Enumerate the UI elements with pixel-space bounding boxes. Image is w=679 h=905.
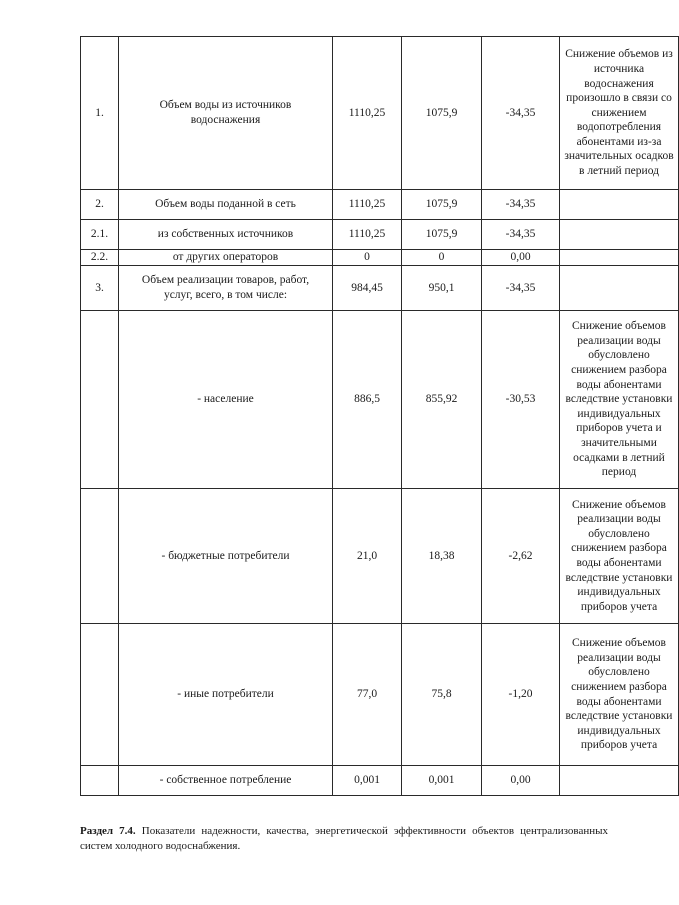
row-value-plan: 1110,25 <box>333 37 402 190</box>
row-note: Снижение объемов из источника водоснажения произошло в связи со снижением водопотребления абонентами из-за значительных осадков в летний период <box>560 37 679 190</box>
row-number: 2.1. <box>81 220 119 250</box>
row-note <box>560 220 679 250</box>
row-note: Снижение объемов реализации воды обусловлено снижением разбора воды абонентами вследствие установки индивидуальных приборов учета <box>560 624 679 766</box>
row-value-plan: 886,5 <box>333 311 402 489</box>
row-value-fact: 1075,9 <box>402 220 482 250</box>
section-heading <box>80 824 608 853</box>
row-value-fact: 0,001 <box>402 766 482 796</box>
section-number: Раздел 7.4. <box>80 825 136 837</box>
table-row <box>81 190 679 220</box>
row-note <box>560 266 679 311</box>
row-indicator: - собственное потребление <box>119 766 333 796</box>
row-note <box>560 250 679 266</box>
row-number <box>81 766 119 796</box>
table-row <box>81 37 679 190</box>
row-value-fact: 1075,9 <box>402 190 482 220</box>
row-value-plan: 1110,25 <box>333 190 402 220</box>
row-value-plan: 21,0 <box>333 489 402 624</box>
water-volume-table <box>80 36 679 796</box>
row-number: 2. <box>81 190 119 220</box>
row-indicator: из собственных источников <box>119 220 333 250</box>
row-number <box>81 624 119 766</box>
row-number: 2.2. <box>81 250 119 266</box>
row-number: 3. <box>81 266 119 311</box>
row-indicator: - население <box>119 311 333 489</box>
row-indicator: от других операторов <box>119 250 333 266</box>
row-value-fact: 0 <box>402 250 482 266</box>
table-row <box>81 311 679 489</box>
row-value-fact: 950,1 <box>402 266 482 311</box>
table-row <box>81 266 679 311</box>
row-indicator: Объем реализации товаров, работ, услуг, всего, в том числе: <box>119 266 333 311</box>
table-row <box>81 489 679 624</box>
row-deviation: -2,62 <box>482 489 560 624</box>
row-indicator: - иные потребители <box>119 624 333 766</box>
row-value-plan: 1110,25 <box>333 220 402 250</box>
table-row <box>81 220 679 250</box>
row-value-fact: 855,92 <box>402 311 482 489</box>
row-number: 1. <box>81 37 119 190</box>
section-title: Показатели надежности, качества, энергетической эффективности объектов централизованных систем холодного водоснабжения. <box>80 825 608 852</box>
row-value-fact: 75,8 <box>402 624 482 766</box>
row-deviation: -30,53 <box>482 311 560 489</box>
row-number <box>81 489 119 624</box>
row-indicator: Объем воды из источников водоснажения <box>119 37 333 190</box>
row-deviation: -1,20 <box>482 624 560 766</box>
row-note: Снижение объемов реализации воды обусловлено снижением разбора воды абонентами вследствие установки индивидуальных приборов учета <box>560 489 679 624</box>
row-value-plan: 77,0 <box>333 624 402 766</box>
row-deviation: 0,00 <box>482 766 560 796</box>
row-value-plan: 0 <box>333 250 402 266</box>
row-deviation: -34,35 <box>482 266 560 311</box>
row-deviation: -34,35 <box>482 37 560 190</box>
table-row <box>81 624 679 766</box>
row-value-plan: 984,45 <box>333 266 402 311</box>
row-deviation: -34,35 <box>482 190 560 220</box>
row-deviation: 0,00 <box>482 250 560 266</box>
row-value-fact: 18,38 <box>402 489 482 624</box>
row-number <box>81 311 119 489</box>
table-row <box>81 250 679 266</box>
row-note <box>560 190 679 220</box>
row-note <box>560 766 679 796</box>
row-value-plan: 0,001 <box>333 766 402 796</box>
row-deviation: -34,35 <box>482 220 560 250</box>
row-indicator: Объем воды поданной в сеть <box>119 190 333 220</box>
row-value-fact: 1075,9 <box>402 37 482 190</box>
table-row <box>81 766 679 796</box>
row-indicator: - бюджетные потребители <box>119 489 333 624</box>
row-note: Снижение объемов реализации воды обусловлено снижением разбора воды абонентами вследствие установки индивидуальных приборов учета и значительными осадками в летний период <box>560 311 679 489</box>
